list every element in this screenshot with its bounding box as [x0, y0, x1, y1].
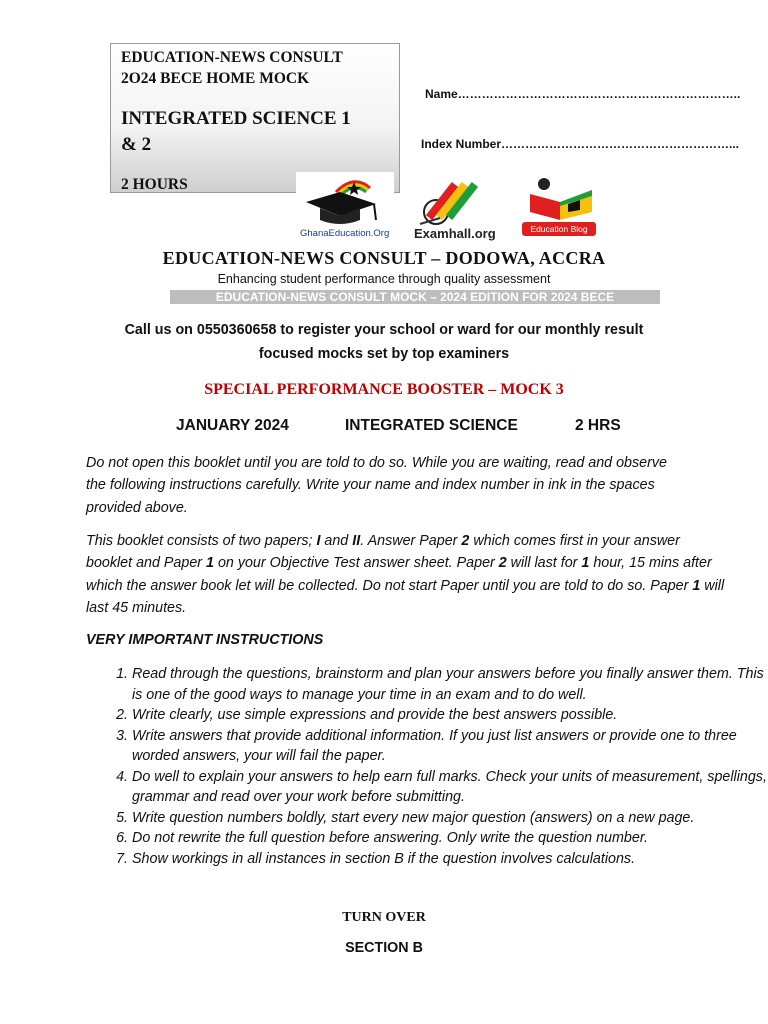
- intro-paragraph: [86, 452, 726, 519]
- header-box: [110, 43, 400, 193]
- ghanaeducation-logo-text: GhanaEducation.Org: [300, 228, 390, 239]
- instruction-item: 1. Read through the questions, brainstorm and plan your answers before you finally answer them. This is one of the good ways to manage your time in an exam and to do well.: [132, 664, 768, 705]
- exam-subject: INTEGRATED SCIENCE: [345, 417, 518, 434]
- instruction-item: 7. Show workings in all instances in section B if the question involves calculations.: [132, 849, 768, 870]
- examhall-logo-text: Examhall.org: [414, 226, 496, 241]
- pencils-icon: [410, 172, 490, 228]
- examhall-logo: [410, 172, 496, 244]
- instruction-item: 6. Do not rewrite the full question before answering. Only write the question number.: [132, 828, 768, 849]
- book-megaphone-icon: [520, 176, 606, 222]
- header-line-mock: 2O24 BECE HOME MOCK: [121, 70, 310, 87]
- call-line-1: Call us on 0550360658 to register your school or ward for our monthly result: [124, 322, 644, 338]
- header-line-subject: INTEGRATED SCIENCE 1: [121, 108, 351, 129]
- booklet-paragraph: This booklet consists of two papers; I and II. Answer Paper 2 which comes first in your answer booklet and Paper 1 on your Objective Test answer sheet. Paper 2 will last for 1 hour, 15 mins after which the answer book let will be collected. Do not start Paper until you are told to do so. Paper 1 will last 45 minutes.: [86, 533, 725, 617]
- index-number-field: Index Number…………………………………………………...: [421, 137, 740, 151]
- intro-line-1: Do not open this booklet until you are told to do so. While you are waiting, read and observe: [86, 455, 667, 471]
- instruction-item: 3. Write answers that provide additional information. If you just list answers or provide one to three worded answers, your will fail the paper.: [132, 726, 768, 767]
- name-field: Name……………………………………………………………..: [425, 87, 741, 101]
- intro-line-3: provided above.: [86, 499, 188, 516]
- header-line-papers: & 2: [121, 134, 152, 155]
- exam-date: JANUARY 2024: [176, 417, 289, 434]
- section-heading: SECTION B: [345, 940, 423, 956]
- header-line-duration: 2 HOURS: [121, 176, 188, 193]
- instruction-item: 2. Write clearly, use simple expressions and provide the best answers possible.: [132, 705, 768, 726]
- call-line-2: focused mocks set by top examiners: [258, 346, 510, 362]
- intro-line-2: the following instructions carefully. Write your name and index number in ink in the spaces: [86, 477, 655, 494]
- exam-duration: 2 HRS: [575, 417, 621, 434]
- ghanaeducation-logo: [296, 172, 394, 242]
- org-title: EDUCATION-NEWS CONSULT – DODOWA, ACCRA: [162, 248, 606, 268]
- mock-banner: EDUCATION-NEWS CONSULT MOCK – 2024 EDITION FOR 2024 BECE: [170, 290, 660, 304]
- org-tagline: Enhancing student performance through quality assessment: [217, 272, 551, 286]
- turn-over: TURN OVER: [342, 910, 426, 925]
- booster-title: SPECIAL PERFORMANCE BOOSTER – MOCK 3: [204, 381, 564, 398]
- instruction-item: 5. Write question numbers boldly, start every new major question (answers) on a new page.: [132, 808, 768, 829]
- instructions-list: [86, 664, 768, 869]
- education-blog-logo: [520, 176, 606, 238]
- header-line-org: EDUCATION-NEWS CONSULT: [121, 49, 343, 66]
- instruction-item: 4. Do well to explain your answers to help earn full marks. Check your units of measurement, spellings, grammar and read over your work before submitting.: [132, 767, 768, 808]
- instructions-heading: VERY IMPORTANT INSTRUCTIONS: [86, 632, 324, 648]
- education-blog-label: Education Blog: [522, 222, 596, 236]
- graduation-cap-icon: [296, 172, 394, 230]
